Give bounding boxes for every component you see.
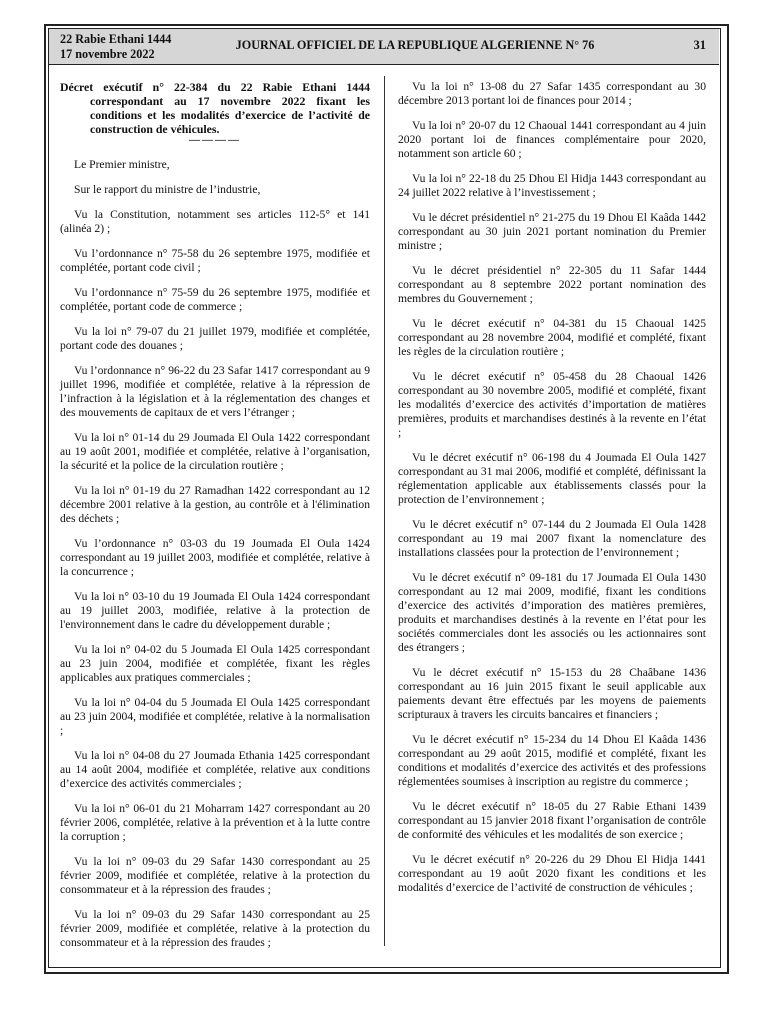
visa-paragraph: Vu le décret exécutif n° 15-234 du 14 Dhou El Kaâda 1436 correspondant au 29 août 2015, modifié et complété, fixant les conditions et modalités d’exercice des activités et des professions réglementées soumises à inscription au registre du commerce ;	[398, 733, 706, 788]
visa-paragraph: Vu la loi n° 09-03 du 29 Safar 1430 correspondant au 25 février 2009, modifiée et complétée, relative à la protection du consommateur et à la répression des fraudes ;	[60, 855, 370, 896]
visa-paragraph: Vu le décret exécutif n° 15-153 du 28 Chaâbane 1436 correspondant au 16 juin 2015 fixant le seuil applicable aux paiements devant être effectués par les moyens de paiements scripturaux à travers les circuits bancaires et financiers ;	[398, 666, 706, 721]
visa-paragraph: Vu la loi n° 09-03 du 29 Safar 1430 correspondant au 25 février 2009, modifiée et complétée, relative à la protection du consommateur et à la répression des fraudes ;	[60, 908, 370, 949]
visa-paragraph: Vu le décret exécutif n° 07-144 du 2 Joumada El Oula 1428 correspondant au 19 mai 2007 fixant la nomenclature des installations classées pour la protection de l’environnement ;	[398, 518, 706, 559]
visa-paragraph: Vu la loi n° 01-14 du 29 Joumada El Oula 1422 correspondant au 19 août 2001, modifiée et complétée, relative à l’organisation, la sécurité et la police de la circulation routière ;	[60, 431, 370, 472]
preamble-paragraph: Le Premier ministre,	[74, 158, 170, 171]
visa-paragraph: Vu le décret exécutif n° 06-198 du 4 Joumada El Oula 1427 correspondant au 31 mai 2006, modifié et complété, définissant la réglementation applicable aux établissements classés pour la protection de l’environnement ;	[398, 451, 706, 506]
visa-paragraph: Vu le décret exécutif n° 09-181 du 17 Joumada El Oula 1430 correspondant au 12 mai 2009, modifié, fixant les conditions d’exercice des activités d’imporation des matières premières, produits et marchandises destinés à la revente en l’état pour les sociétés commerciales dont les associés ou les actionnaires sont des étrangers ;	[398, 571, 706, 654]
right-column	[398, 80, 706, 906]
visa-paragraph: Vu l’ordonnance n° 96-22 du 23 Safar 1417 correspondant au 9 juillet 1996, modifiée et complétée, relative à la répression de l’infraction à la législation et à la réglementation des changes et des mouvements de capitaux de et vers l’étranger ;	[60, 364, 370, 419]
visa-paragraph: Vu le décret exécutif n° 18-05 du 27 Rabie Ethani 1439 correspondant au 15 janvier 2018 fixant l’organisation de contrôle de conformité des véhicules et les modalités de son exercice ;	[398, 800, 706, 841]
visa-paragraph: Vu l’ordonnance n° 75-59 du 26 septembre 1975, modifiée et complétée, portant code de commerce ;	[60, 286, 370, 313]
visa-paragraph: Vu la loi n° 03-10 du 19 Joumada El Oula 1424 correspondant au 19 juillet 2003, modifiée, relative à la protection de l'environnement dans le cadre du développement durable ;	[60, 590, 370, 631]
visa-paragraph: Vu la Constitution, notamment ses articles 112-5° et 141 (alinéa 2) ;	[60, 208, 370, 235]
preamble-paragraph: Sur le rapport du ministre de l’industrie,	[74, 183, 261, 196]
visa-paragraph: Vu le décret exécutif n° 04-381 du 15 Chaoual 1425 correspondant au 28 novembre 2004, modifié et complété, fixant les règles de la circulation routière ;	[398, 317, 706, 358]
header-date-gregorian: 17 novembre 2022	[60, 47, 155, 61]
visa-paragraph: Vu le décret présidentiel n° 21-275 du 19 Dhou El Kaâda 1442 correspondant au 30 juin 2021 portant nomination du Premier ministre ;	[398, 211, 706, 252]
visa-paragraph: Vu la loi n° 13-08 du 27 Safar 1435 correspondant au 30 décembre 2013 portant loi de finances pour 2014 ;	[398, 80, 706, 107]
header-date	[60, 32, 171, 62]
visa-paragraph: Vu la loi n° 06-01 du 21 Moharram 1427 correspondant au 20 février 2006, complétée, relative à la prévention et à la lutte contre la corruption ;	[60, 802, 370, 843]
visa-paragraph: Vu la loi n° 79-07 du 21 juillet 1979, modifiée et complétée, portant code des douanes ;	[60, 325, 370, 352]
page-number: 31	[693, 38, 706, 52]
visa-paragraph: Vu le décret exécutif n° 20-226 du 29 Dhou El Hidja 1441 correspondant au 19 août 2020 fixant les conditions et les modalités d’exercice de l’activité de construction de véhicules ;	[398, 853, 706, 894]
decree-title: Décret exécutif n° 22-384 du 22 Rabie Ethani 1444 correspondant au 17 novembre 2022 fixant les conditions et les modalités d’exercice de l’activité de construction de véhicules.	[60, 80, 370, 136]
header-date-hijri: 22 Rabie Ethani 1444	[60, 32, 172, 46]
visa-paragraph: Vu le décret exécutif n° 05-458 du 28 Chaoual 1426 correspondant au 30 novembre 2005, modifié et complété, fixant les modalités d’exercice des activités d’importation de matières premières, produits et marchandises destinés à la revente en l’état ;	[398, 370, 706, 439]
visa-paragraph: Vu la loi n° 01-19 du 27 Ramadhan 1422 correspondant au 12 décembre 2001 relative à la gestion, au contrôle et à l'élimination des déchets ;	[60, 484, 370, 525]
column-divider	[384, 76, 385, 946]
visa-paragraph: Vu la loi n° 04-04 du 5 Joumada El Oula 1425 correspondant au 23 juin 2004, modifiée et complétée, relative à la normalisation ;	[60, 696, 370, 737]
visa-paragraph: Vu la loi n° 22-18 du 25 Dhou El Hidja 1443 correspondant au 24 juillet 2022 relative à l’investissement ;	[398, 172, 706, 199]
visa-paragraph: Vu l’ordonnance n° 03-03 du 19 Joumada El Oula 1424 correspondant au 19 juillet 2003, modifiée et complétée, relative à la concurrence ;	[60, 537, 370, 578]
left-column	[60, 80, 370, 961]
visa-paragraph: Vu la loi n° 04-08 du 27 Joumada Ethania 1425 correspondant au 14 août 2004, modifiée et complétée, relative aux conditions d’exercice des activités commerciales ;	[60, 749, 370, 790]
visa-paragraph: Vu la loi n° 04-02 du 5 Joumada El Oula 1425 correspondant au 23 juin 2004, modifiée et complétée, fixant les règles applicables aux pratiques commerciales ;	[60, 643, 370, 684]
visa-paragraph: Vu l’ordonnance n° 75-58 du 26 septembre 1975, modifiée et complétée, portant code civil ;	[60, 247, 370, 274]
visa-paragraph: Vu la loi n° 20-07 du 12 Chaoual 1441 correspondant au 4 juin 2020 portant loi de finances complémentaire pour 2020, notamment son article 60 ;	[398, 119, 706, 160]
journal-title: JOURNAL OFFICIEL DE LA REPUBLIQUE ALGERIENNE N° 76	[235, 38, 595, 52]
visa-paragraph: Vu le décret présidentiel n° 22-305 du 11 Safar 1444 correspondant au 8 septembre 2022 portant nomination des membres du Gouvernement ;	[398, 264, 706, 305]
title-separator: ————	[189, 134, 241, 146]
